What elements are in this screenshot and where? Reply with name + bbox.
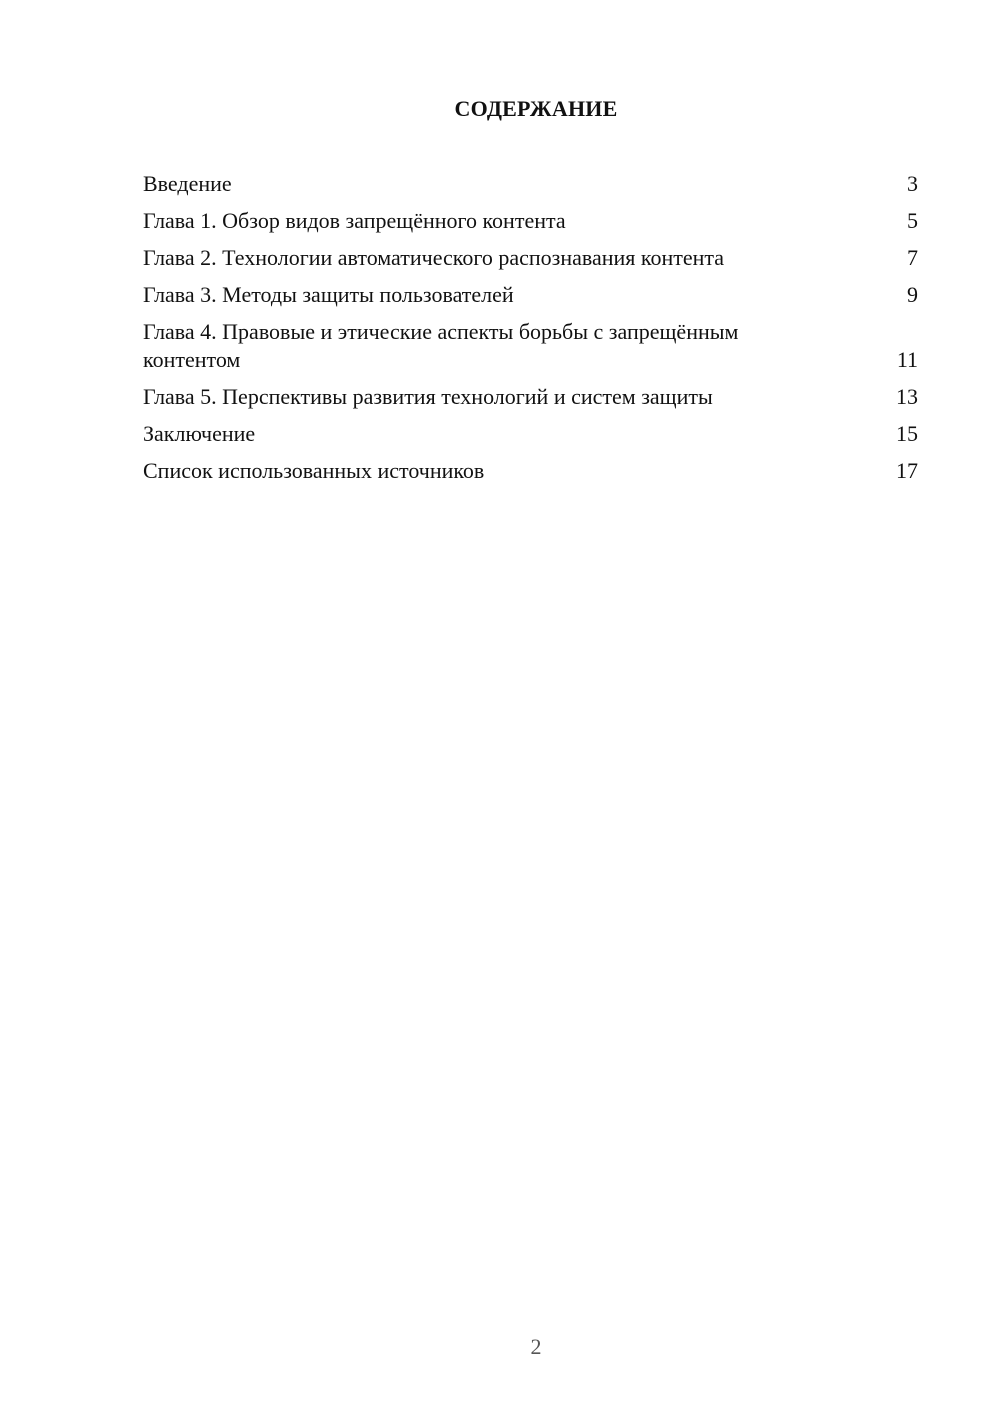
toc-entry-label: Глава 5. Перспективы развития технологий и систем защиты [143,384,713,409]
toc-entry-page: 3 [907,171,918,196]
toc-entry-chapter-1[interactable] [143,207,918,235]
toc-entry-label: Глава 4. Правовые и этические аспекты борьбы с запрещённым контентом [143,319,739,372]
toc-entry-references[interactable] [143,457,918,485]
toc-entry-page: 11 [896,347,918,372]
page-number: 2 [530,1334,542,1359]
toc-entry-label: Глава 2. Технологии автоматического распознавания контента [143,245,725,270]
toc-entry-introduction[interactable] [143,170,918,198]
toc-entry-page: 7 [907,245,918,270]
toc-entry-chapter-2[interactable] [143,244,918,272]
toc-entry-label: Глава 3. Методы защиты пользователей [143,282,514,307]
toc-entry-chapter-3[interactable] [143,281,918,309]
toc-entry-page: 17 [896,458,918,483]
toc-list [143,170,918,494]
toc-entry-label: Введение [143,171,232,196]
toc-entry-conclusion[interactable] [143,420,918,448]
toc-entry-label: Список использованных источников [143,458,485,483]
toc-entry-chapter-4[interactable] [143,318,918,374]
toc-entry-label: Заключение [143,421,256,446]
toc-entry-chapter-5[interactable] [143,383,918,411]
toc-entry-page: 9 [907,282,918,307]
toc-entry-label: Глава 1. Обзор видов запрещённого контента [143,208,566,233]
toc-entry-page: 5 [907,208,918,233]
toc-entry-page: 13 [896,384,918,409]
toc-entry-page: 15 [896,421,918,446]
toc-title: СОДЕРЖАНИЕ [454,96,618,121]
